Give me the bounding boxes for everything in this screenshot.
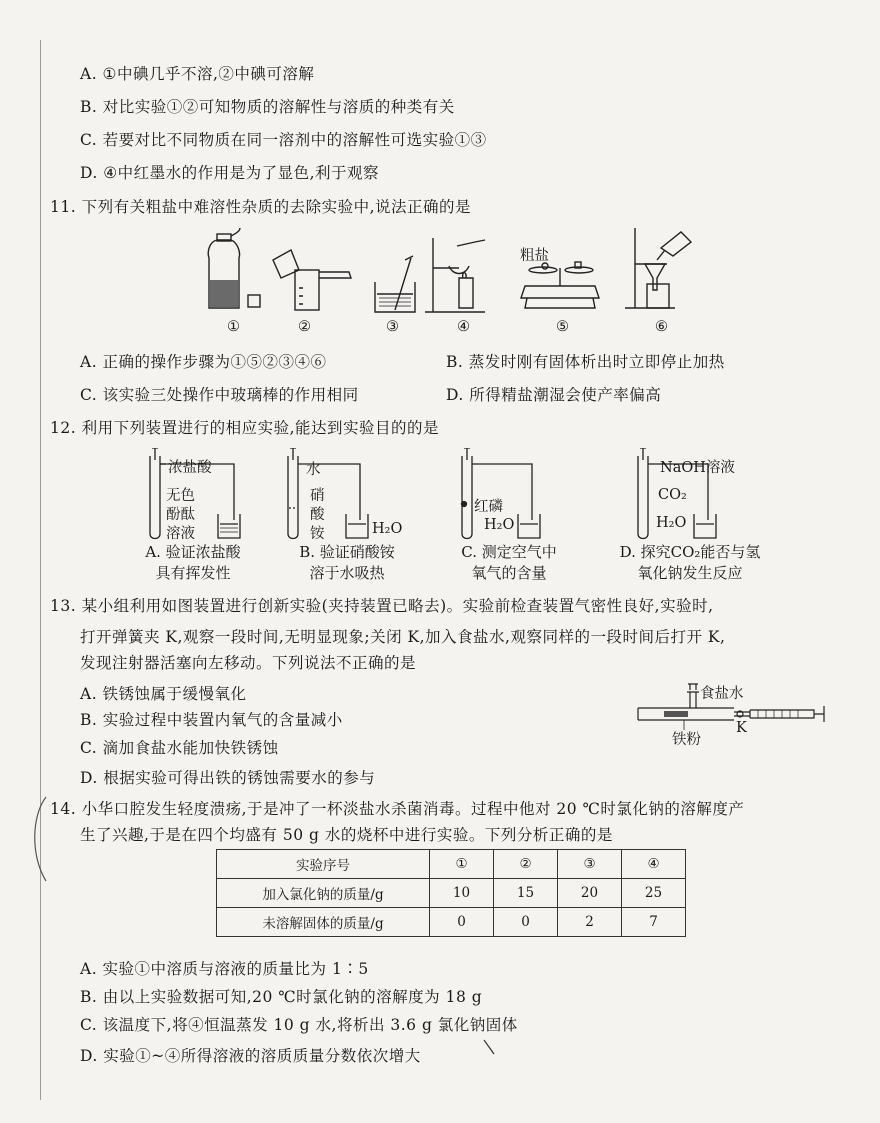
q13-stem-line1: 13. 某小组利用如图装置进行创新实验(夹持装置已略去)。实验前检查装置气密性良好,实验时, [50, 597, 714, 615]
q12c-liquid: H₂O [484, 517, 515, 533]
q12a-caption-line2: 具有挥发性 [155, 564, 231, 582]
q12d-liquid: H₂O [656, 515, 687, 531]
q12c-caption-line2: 氧气的含量 [471, 564, 547, 582]
q12b-solid-3: 铵 [310, 526, 325, 542]
table-cell: ③ [558, 850, 622, 879]
q12d-reagent: NaOH溶液 [660, 460, 735, 476]
table-row [217, 879, 686, 908]
q12-apparatus-figure [140, 448, 740, 543]
fig-label-6: ⑥ [655, 319, 668, 335]
table-cell: 0 [494, 908, 558, 937]
margin-bracket-mark [28, 795, 50, 885]
table-cell: 0 [430, 908, 494, 937]
evaporation-stand-icon [425, 238, 485, 312]
reagent-bottle-icon [208, 228, 260, 308]
table-cell: ① [430, 850, 494, 879]
fig-label-3: ③ [386, 319, 399, 335]
q14-stem-line2: 生了兴趣,于是在四个均盛有 50 g 水的烧杯中进行实验。下列分析正确的是 [80, 826, 613, 844]
q12d-gas: CO₂ [658, 487, 687, 503]
q12b-caption-line1: B. 验证硝酸铵 [299, 543, 395, 561]
q11-apparatus-figure [195, 228, 695, 323]
q11-option-a: A. 正确的操作步骤为①⑤②③④⑥ [80, 353, 327, 371]
q12a-liquid-2: 酚酞 [166, 507, 195, 523]
q12a-caption-line1: A. 验证浓盐酸 [145, 543, 241, 561]
q10-option-a: A. ①中碘几乎不溶,②中碘可溶解 [80, 65, 315, 83]
fig-label-1: ① [227, 319, 240, 335]
q12b-liquid: H₂O [372, 521, 403, 537]
table-cell: 加入氯化钠的质量/g [217, 879, 430, 908]
q14-data-table [216, 849, 686, 937]
table-row [217, 908, 686, 937]
table-cell: 15 [494, 879, 558, 908]
pouring-icon [273, 250, 351, 310]
q12b-reagent: 水 [306, 462, 321, 478]
q13-stem-line2: 打开弹簧夹 K,观察一段时间,无明显现象;关闭 K,加入食盐水,观察同样的一段时间后打开 K, [80, 628, 726, 646]
q14-option-b: B. 由以上实验数据可知,20 ℃时氯化钠的溶解度为 18 g [80, 988, 483, 1006]
fig-label-2: ② [298, 319, 311, 335]
filtration-icon [625, 228, 691, 308]
table-cell: 实验序号 [217, 850, 430, 879]
q14-option-d: D. 实验①~④所得溶液的溶质质量分数依次增大 [80, 1047, 421, 1065]
q14-option-a: A. 实验①中溶质与溶液的质量比为 1∶5 [80, 960, 369, 978]
q10-option-d: D. ④中红墨水的作用是为了显色,利于观察 [80, 164, 380, 182]
table-cell: 10 [430, 879, 494, 908]
table-cell: 25 [622, 879, 686, 908]
q12d-caption-line1: D. 探究CO₂能否与氢 [619, 543, 761, 561]
table-cell: 20 [558, 879, 622, 908]
q13-option-c: C. 滴加食盐水能加快铁锈蚀 [80, 739, 279, 757]
q13-option-b: B. 实验过程中装置内氧气的含量减小 [80, 711, 343, 729]
q12b-caption [282, 542, 412, 584]
crude-salt-label: 粗盐 [520, 248, 549, 264]
q13-option-a: A. 铁锈蚀属于缓慢氧化 [80, 685, 247, 703]
q12a-reagent: 浓盐酸 [168, 460, 212, 476]
q13-stem-line3: 发现注射器活塞向左移动。下列说法不正确的是 [80, 654, 417, 672]
clamp-k-label: K [736, 720, 747, 736]
q12a-caption [128, 542, 258, 584]
table-cell: 7 [622, 908, 686, 937]
q10-option-b: B. 对比实验①②可知物质的溶解性与溶质的种类有关 [80, 98, 455, 116]
q12b-solid-1: 硝 [310, 488, 325, 504]
table-cell: 未溶解固体的质量/g [217, 908, 430, 937]
stirring-beaker-icon [375, 256, 415, 312]
q14-option-c: C. 该温度下,将④恒温蒸发 10 g 水,将析出 3.6 g 氯化钠固体 [80, 1016, 518, 1034]
q12-stem: 12. 利用下列装置进行的相应实验,能达到实验目的的是 [50, 419, 440, 437]
table-cell: ② [494, 850, 558, 879]
table-cell: ④ [622, 850, 686, 879]
table-cell: 2 [558, 908, 622, 937]
q12b-caption-line2: 溶于水吸热 [309, 564, 385, 582]
q12a-liquid-3: 溶液 [166, 526, 195, 542]
salt-water-label: 食盐水 [700, 686, 744, 702]
page-margin-line [40, 40, 41, 1100]
q12c-solid: 红磷 [474, 499, 503, 515]
q14-stem-line1: 14. 小华口腔发生轻度溃疡,于是冲了一杯淡盐水杀菌消毒。过程中他对 20 ℃时氯化钠的溶解度产 [50, 800, 745, 818]
pen-mark [482, 1038, 496, 1058]
q11-option-c: C. 该实验三处操作中玻璃棒的作用相同 [80, 386, 359, 404]
q12c-caption [444, 542, 574, 584]
q11-stem: 11. 下列有关粗盐中难溶性杂质的去除实验中,说法正确的是 [50, 198, 472, 216]
q11-option-d: D. 所得精盐潮湿会使产率偏高 [446, 386, 662, 404]
table-header-row [217, 850, 686, 879]
fig-label-5: ⑤ [556, 319, 569, 335]
q12a-liquid-1: 无色 [166, 488, 195, 504]
q12b-solid-2: 酸 [310, 507, 325, 523]
q10-option-c: C. 若要对比不同物质在同一溶剂中的溶解性可选实验①③ [80, 131, 487, 149]
q12d-caption-line2: 氧化钠发生反应 [637, 564, 743, 582]
balance-icon [521, 262, 599, 308]
iron-powder-label: 铁粉 [672, 732, 701, 748]
q12c-caption-line1: C. 测定空气中 [461, 543, 557, 561]
q13-option-d: D. 根据实验可得出铁的锈蚀需要水的参与 [80, 769, 376, 787]
q12d-caption [600, 542, 780, 584]
q11-option-b: B. 蒸发时刚有固体析出时立即停止加热 [446, 353, 725, 371]
fig-label-4: ④ [457, 319, 470, 335]
